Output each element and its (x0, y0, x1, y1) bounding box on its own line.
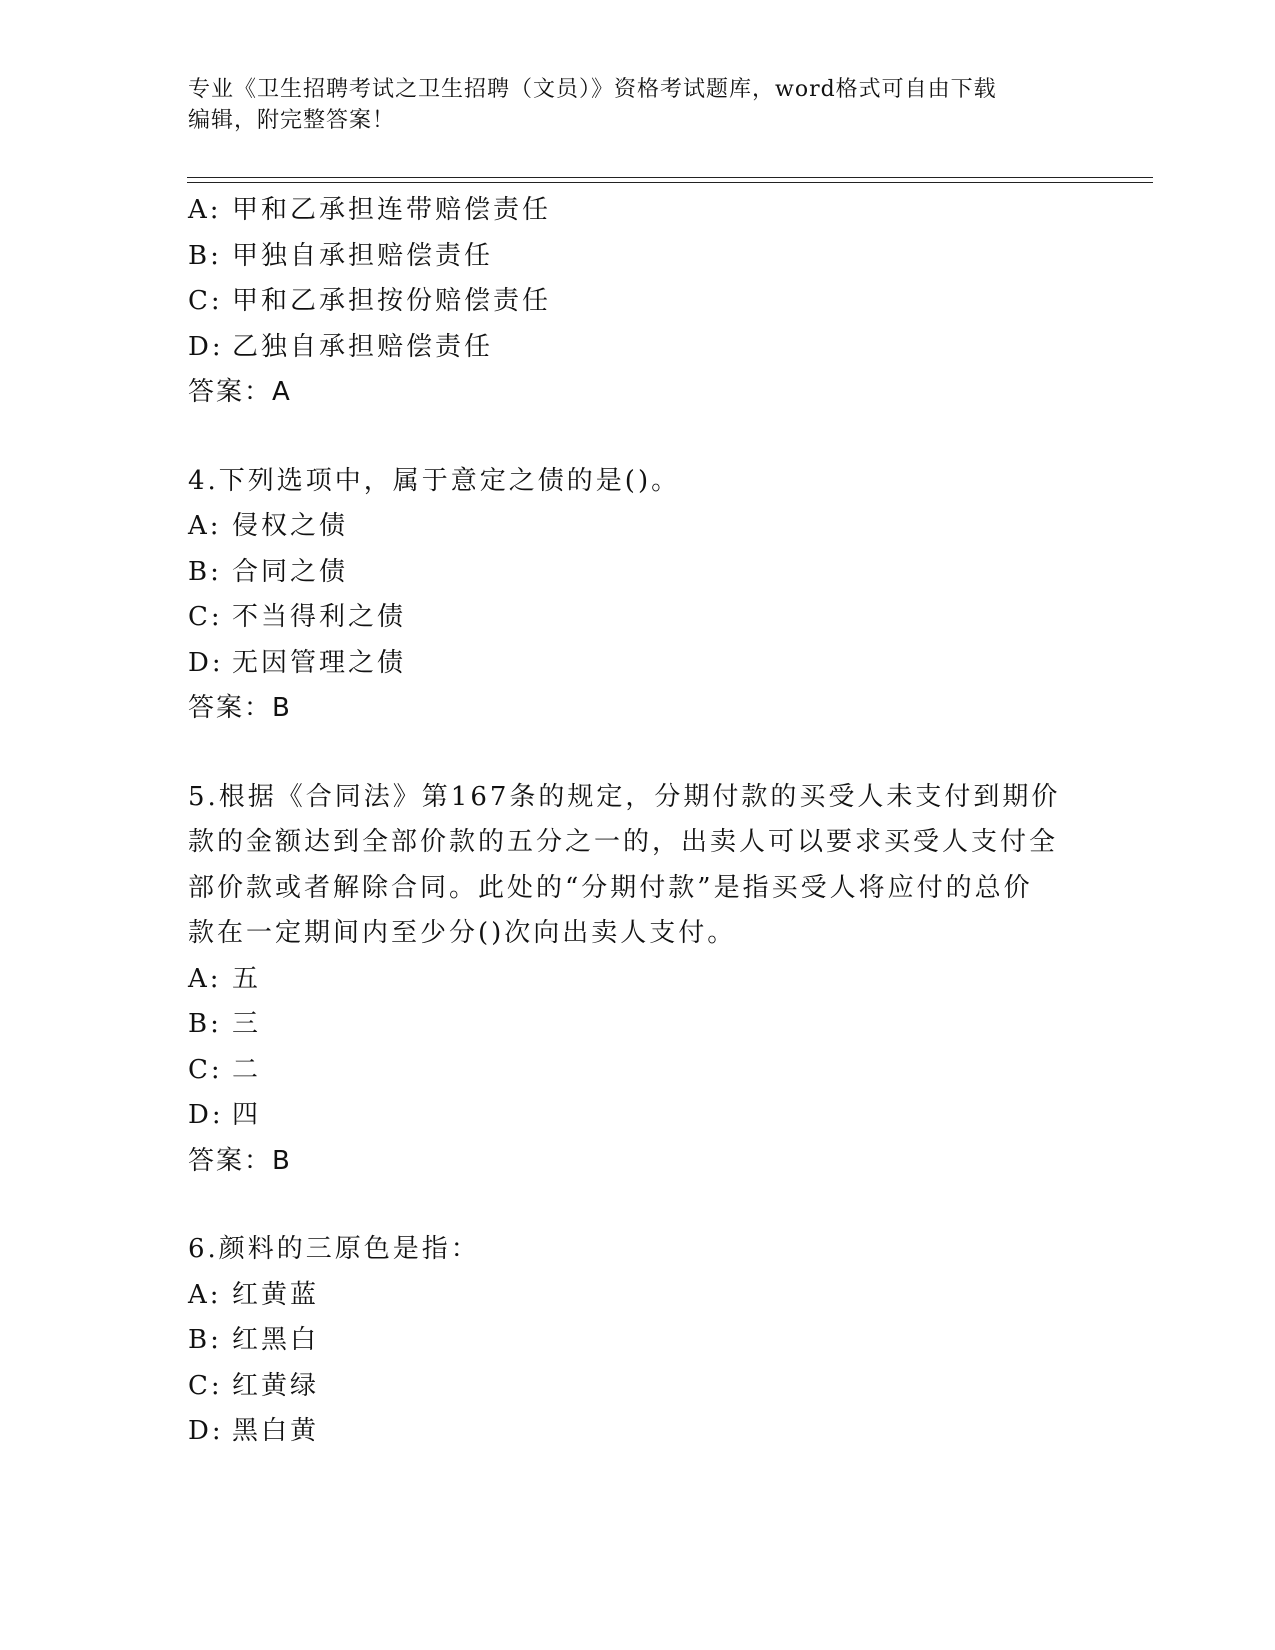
option-text: 红黄蓝 (232, 1279, 320, 1310)
option-text: 不当得利之债 (232, 602, 407, 632)
question-stem: 4.下列选项中，属于意定之债的是()。 (188, 465, 681, 496)
option-text: 四 (232, 1100, 262, 1130)
option-label: C: (188, 286, 223, 316)
option-c (188, 1048, 1068, 1094)
option-text: 五 (232, 963, 262, 994)
answer-line: 答案：A (188, 377, 292, 407)
question-list (188, 188, 1068, 1455)
answer-line: 答案：B (188, 693, 292, 723)
option-label: D: (188, 331, 224, 362)
option-label: B: (188, 556, 222, 587)
option-label: B: (188, 240, 222, 271)
question-6 (188, 1227, 1068, 1455)
option-label: A: (188, 1279, 222, 1310)
option-label: C: (188, 1370, 223, 1401)
option-a (188, 1273, 1068, 1319)
option-b (188, 1318, 1068, 1364)
header-divider-top (187, 177, 1153, 178)
option-text: 无因管理之债 (232, 647, 407, 678)
question-stem-line: 5.根据《合同法》第167条的规定，分期付款的买受人未支付到期价 (188, 781, 1061, 812)
spacer (188, 1184, 1068, 1227)
question-4 (188, 459, 1068, 732)
option-d (188, 325, 1068, 371)
option-text: 乙独自承担赔偿责任 (232, 331, 494, 362)
option-text: 甲和乙承担按份赔偿责任 (232, 286, 552, 316)
question-3 (188, 188, 1068, 416)
option-label: B: (188, 1009, 222, 1039)
question-stem-line: 款在一定期间内至少分()次向出卖人支付。 (188, 918, 737, 948)
header-line-1: 专业《卫生招聘考试之卫生招聘（文员）》资格考试题库，word格式可自由下载 (188, 77, 997, 102)
option-text: 甲独自承担赔偿责任 (232, 240, 494, 271)
option-a (188, 188, 1068, 234)
option-text: 红黄绿 (232, 1370, 320, 1401)
question-5 (188, 775, 1068, 1185)
option-c (188, 1364, 1068, 1410)
option-label: D: (188, 1416, 224, 1446)
option-label: A: (188, 511, 222, 541)
option-label: C: (188, 1054, 223, 1085)
option-d (188, 1093, 1068, 1139)
option-text: 三 (232, 1009, 262, 1039)
option-label: A: (188, 195, 222, 225)
option-text: 黑白黄 (232, 1416, 320, 1446)
option-text: 侵权之债 (232, 511, 349, 541)
option-text: 红黑白 (232, 1325, 320, 1355)
option-b (188, 1002, 1068, 1048)
answer-line: 答案：B (188, 1145, 292, 1176)
question-stem: 6.颜料的三原色是指： (188, 1234, 480, 1264)
option-text: 二 (232, 1054, 262, 1085)
question-stem-line: 款的金额达到全部价款的五分之一的，出卖人可以要求买受人支付全 (188, 827, 1059, 857)
option-c (188, 595, 1068, 641)
option-b (188, 550, 1068, 596)
option-c (188, 279, 1068, 325)
option-d (188, 641, 1068, 687)
option-label: D: (188, 647, 224, 678)
option-text: 甲和乙承担连带赔偿责任 (232, 195, 552, 225)
header-line-2: 编辑，附完整答案！ (188, 108, 396, 133)
option-label: C: (188, 602, 223, 632)
option-label: D: (188, 1100, 224, 1130)
header-divider-bottom (187, 182, 1153, 183)
question-stem-line: 部价款或者解除合同。此处的“分期付款”是指买受人将应付的总价 (188, 872, 1033, 903)
option-label: A: (188, 963, 222, 994)
spacer (188, 416, 1068, 459)
option-label: B: (188, 1325, 222, 1355)
document-header (188, 74, 1088, 136)
spacer (188, 732, 1068, 775)
option-text: 合同之债 (232, 556, 349, 587)
option-d (188, 1409, 1068, 1455)
option-b (188, 234, 1068, 280)
option-a (188, 504, 1068, 550)
option-a (188, 957, 1068, 1003)
